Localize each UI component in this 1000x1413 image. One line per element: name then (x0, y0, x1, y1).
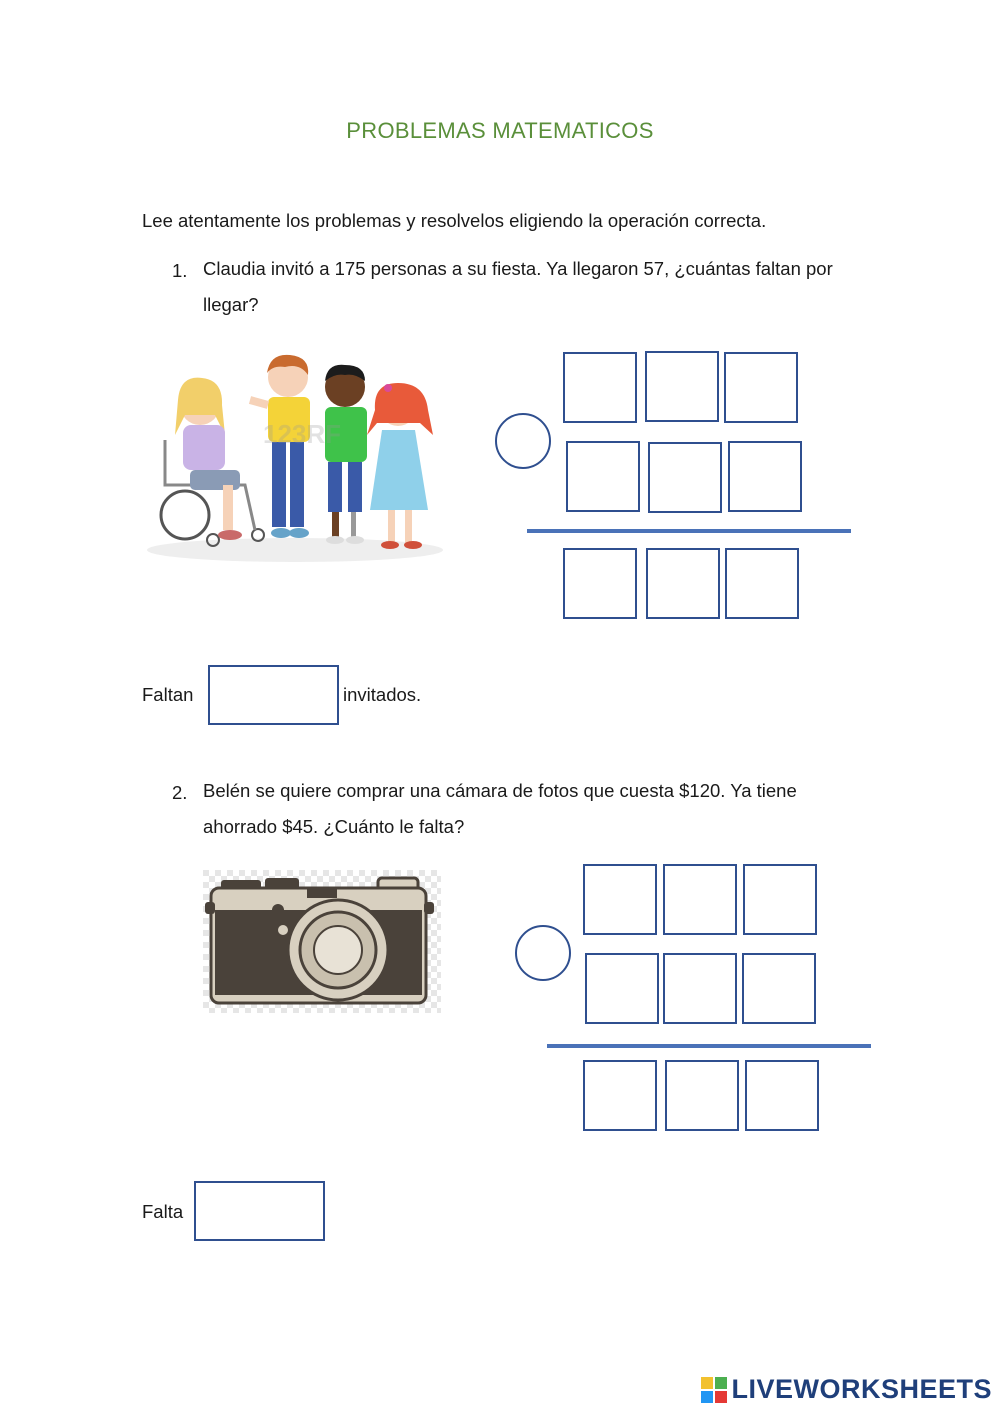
digit-box[interactable] (566, 441, 640, 512)
digit-box[interactable] (743, 864, 817, 935)
kids-illustration (145, 345, 450, 565)
brand-name: LIVEWORKSHEETS (731, 1374, 992, 1404)
result-digit-box[interactable] (583, 1060, 657, 1131)
answer-1-input[interactable] (208, 665, 339, 725)
operation-sign-circle[interactable] (515, 925, 571, 981)
watermark: 123RF (263, 419, 342, 449)
digit-box[interactable] (663, 953, 737, 1024)
digit-box[interactable] (742, 953, 816, 1024)
operation-rule (547, 1044, 871, 1048)
digit-box[interactable] (585, 953, 659, 1024)
digit-box[interactable] (648, 442, 722, 513)
result-digit-box[interactable] (563, 548, 637, 619)
result-digit-box[interactable] (725, 548, 799, 619)
instructions: Lee atentamente los problemas y resolvelos eligiendo la operación correcta. (142, 210, 767, 231)
digit-box[interactable] (724, 352, 798, 423)
liveworksheets-logo[interactable] (701, 1374, 992, 1405)
answer-2-input[interactable] (194, 1181, 325, 1241)
answer-2-prefix: Falta (142, 1201, 184, 1222)
result-digit-box[interactable] (745, 1060, 819, 1131)
digit-box[interactable] (645, 351, 719, 422)
operation-sign-circle[interactable] (495, 413, 551, 469)
page-title: PROBLEMAS MATEMATICOS (346, 118, 654, 143)
problem-2-text: Belén se quiere comprar una cámara de fotos que cuesta $120. Ya tiene ahorrado $45. ¿Cuánto le falta? (203, 780, 797, 837)
digit-box[interactable] (728, 441, 802, 512)
result-digit-box[interactable] (665, 1060, 739, 1131)
answer-1-prefix: Faltan (142, 684, 194, 705)
digit-box[interactable] (583, 864, 657, 935)
liveworksheets-icon (701, 1377, 727, 1403)
problem-2-number: 2. (172, 782, 188, 803)
answer-1-suffix: invitados. (343, 684, 422, 705)
digit-box[interactable] (563, 352, 637, 423)
operation-rule (527, 529, 851, 533)
problem-1-text: Claudia invitó a 175 personas a su fiesta. Ya llegaron 57, ¿cuántas faltan por llegar? (203, 258, 833, 315)
camera-illustration (203, 870, 441, 1013)
result-digit-box[interactable] (646, 548, 720, 619)
problem-1-number: 1. (172, 260, 188, 281)
digit-box[interactable] (663, 864, 737, 935)
